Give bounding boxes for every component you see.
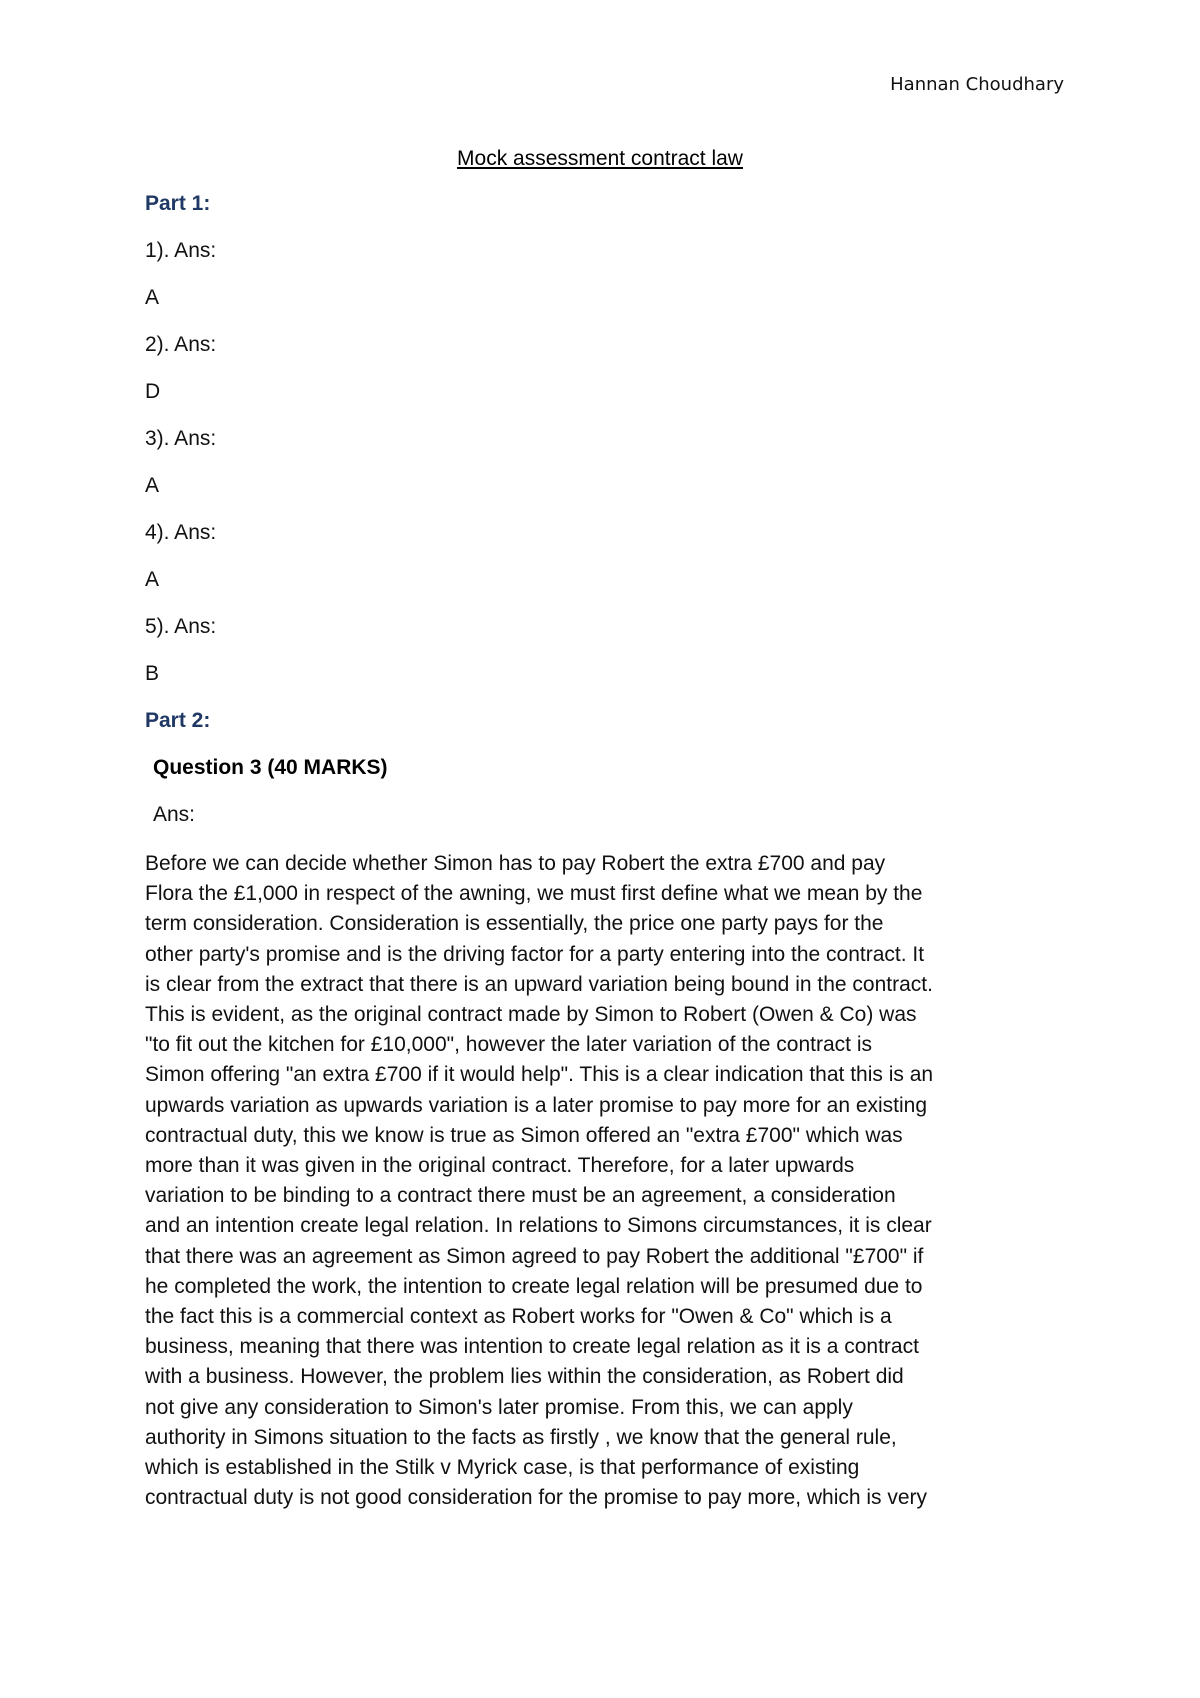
question-label: 4). Ans: bbox=[145, 521, 217, 544]
paragraph-line: This is evident, as the original contract made by Simon to Robert (Owen & Co) was bbox=[145, 1003, 917, 1027]
paragraph-line: "to fit out the kitchen for £10,000", however the later variation of the contract is bbox=[145, 1033, 872, 1057]
paragraph-line: authority in Simons situation to the facts as firstly , we know that the general rule, bbox=[145, 1425, 897, 1449]
ans-label: Ans: bbox=[153, 803, 196, 826]
part2-heading: Part 2: bbox=[145, 709, 211, 732]
paragraph-line: which is established in the Stilk v Myrick case, is that performance of existing bbox=[145, 1456, 860, 1480]
paragraph-line: and an intention create legal relation. In relations to Simons circumstances, it is clear bbox=[145, 1214, 932, 1238]
author-name: Hannan Choudhary bbox=[890, 74, 1064, 95]
document-title bbox=[0, 147, 1200, 171]
part1-heading: Part 1: bbox=[145, 192, 211, 215]
question-label: 3). Ans: bbox=[145, 427, 217, 450]
paragraph-line: is clear from the extract that there is an upward variation being bound in the contract. bbox=[145, 972, 933, 996]
answer-value: B bbox=[145, 662, 160, 685]
answer-paragraph bbox=[145, 849, 1075, 1513]
paragraph-line: Flora the £1,000 in respect of the awning, we must first define what we mean by the bbox=[145, 882, 923, 906]
paragraph-line: variation to be binding to a contract there must be an agreement, a consideration bbox=[145, 1184, 896, 1208]
paragraph-line: that there was an agreement as Simon agreed to pay Robert the additional "£700" if bbox=[145, 1244, 924, 1268]
paragraph-line: contractual duty, this we know is true as Simon offered an "extra £700" which was bbox=[145, 1123, 903, 1147]
paragraph-line: contractual duty is not good consideration for the promise to pay more, which is very bbox=[145, 1486, 928, 1510]
paragraph-line: upwards variation as upwards variation is a later promise to pay more for an existing bbox=[145, 1093, 928, 1117]
paragraph-line: business, meaning that there was intention to create legal relation as it is a contract bbox=[145, 1335, 919, 1359]
question-label: 5). Ans: bbox=[145, 615, 217, 638]
paragraph-line: Before we can decide whether Simon has to pay Robert the extra £700 and pay bbox=[145, 852, 886, 875]
paragraph-line: term consideration. Consideration is essentially, the price one party pays for the bbox=[145, 912, 884, 936]
paragraph-line: other party's promise and is the driving factor for a party entering into the contract. It bbox=[145, 942, 925, 966]
question-heading: Question 3 (40 MARKS) bbox=[153, 756, 388, 779]
document-body bbox=[145, 191, 1075, 1513]
paragraph-line: not give any consideration to Simon's later promise. From this, we can apply bbox=[145, 1395, 853, 1419]
answer-value: A bbox=[145, 474, 160, 497]
document-title-text: Mock assessment contract law bbox=[457, 147, 743, 170]
question-label: 2). Ans: bbox=[145, 333, 217, 356]
question-label: 1). Ans: bbox=[145, 239, 217, 262]
paragraph-line: the fact this is a commercial context as Robert works for "Owen & Co" which is a bbox=[145, 1305, 892, 1329]
paragraph-line: Simon offering "an extra £700 if it would help". This is a clear indication that this is an bbox=[145, 1063, 934, 1087]
answer-value: D bbox=[145, 380, 161, 403]
paragraph-line: he completed the work, the intention to create legal relation will be presumed due to bbox=[145, 1274, 923, 1298]
answer-value: A bbox=[145, 286, 160, 309]
paragraph-line: with a business. However, the problem lies within the consideration, as Robert did bbox=[145, 1365, 904, 1389]
answer-value: A bbox=[145, 568, 160, 591]
paragraph-line: more than it was given in the original contract. Therefore, for a later upwards bbox=[145, 1154, 855, 1178]
